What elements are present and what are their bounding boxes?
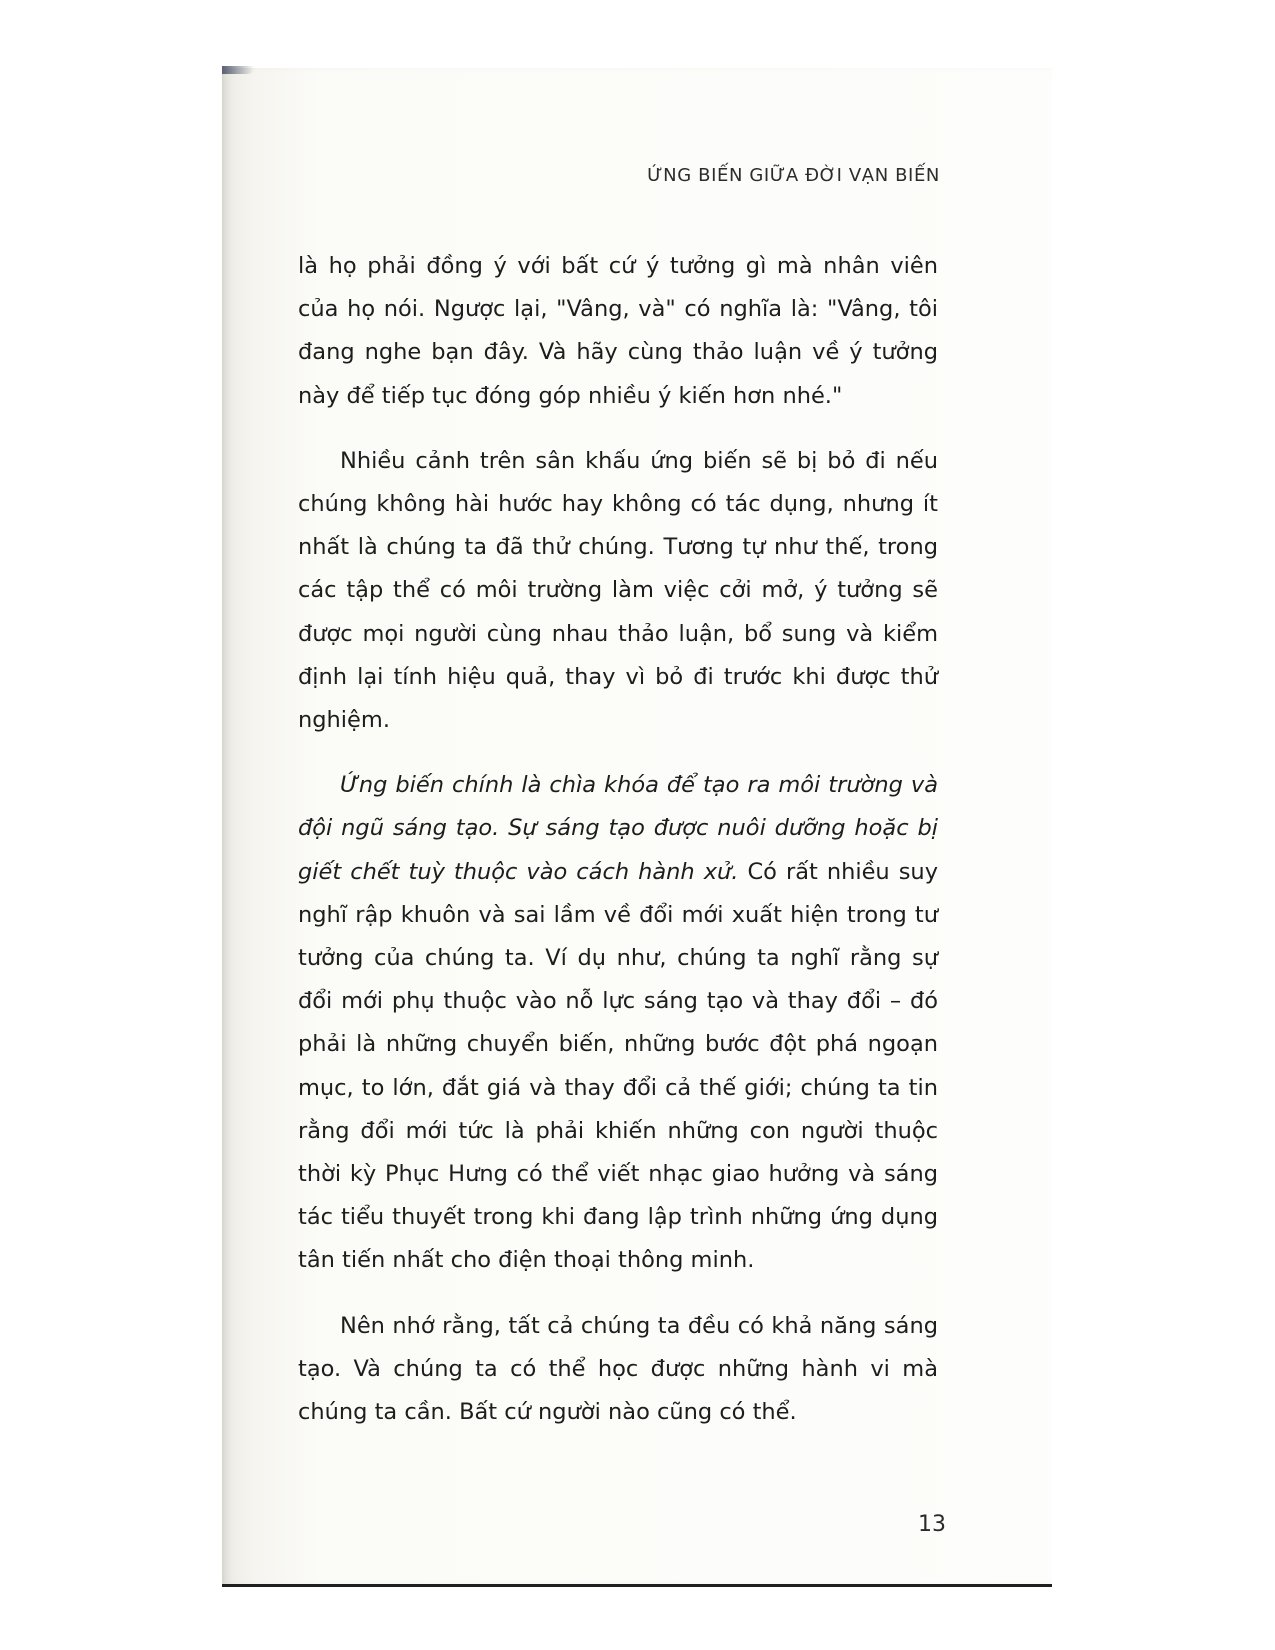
paragraph-3-text: Có rất nhiều suy nghĩ rập khuôn và sai lầm về đổi mới xuất hiện trong tư tưởng của chúng ta. Ví dụ như, chúng ta nghĩ rằng sự đổi mới phụ thuộc vào nỗ lực sáng tạo và thay đổi – đó phải là những chuyển biến, những bước đột phá ngoạn mục, to lớn, đắt giá và thay đổi cả thế giới; chúng ta tin rằng đổi mới tức là phải khiến những con người thuộc thời kỳ Phục Hưng có thể viết nhạc giao hưởng và sáng tác tiểu thuyết trong khi đang lập trình những ứng dụng tân tiến nhất cho điện thoại thông minh.: [298, 858, 939, 1274]
page-number: 13: [918, 1512, 946, 1537]
paragraph-2: Nhiều cảnh trên sân khấu ứng biến sẽ bị bỏ đi nếu chúng không hài hước hay không có tác dụng, nhưng ít nhất là chúng ta đã thử chúng. Tương tự như thế, trong các tập thể có môi trường làm việc cởi mở, ý tưởng sẽ được mọi người cùng nhau thảo luận, bổ sung và kiểm định lại tính hiệu quả, thay vì bỏ đi trước khi được thử nghiệm.: [298, 447, 938, 734]
paragraph-1: là họ phải đồng ý với bất cứ ý tưởng gì mà nhân viên của họ nói. Ngược lại, "Vâng, và" có nghĩa là: "Vâng, tôi đang nghe bạn đây. Và hãy cùng thảo luận về ý tưởng này để tiếp tục đóng góp nhiều ý kiến hơn nhé.": [298, 253, 938, 409]
paragraph-3-italic: Ứng biến chính là chìa khóa để tạo ra môi trường và đội ngũ sáng tạo. Sự sáng tạo được nuôi dưỡng hoặc bị giết chết tuỳ thuộc vào cách hành xử.: [298, 772, 938, 885]
paragraph-3: [298, 764, 938, 1282]
body-text: [298, 245, 938, 1456]
page-corner-mark: [222, 66, 254, 74]
paragraph-4: Nên nhớ rằng, tất cả chúng ta đều có khả năng sáng tạo. Và chúng ta có thể học được những hành vi mà chúng ta cần. Bất cứ người nào cũng có thể.: [298, 1312, 938, 1426]
running-head: ỨNG BIẾN GIỮA ĐỜI VẠN BIẾN: [647, 165, 940, 186]
